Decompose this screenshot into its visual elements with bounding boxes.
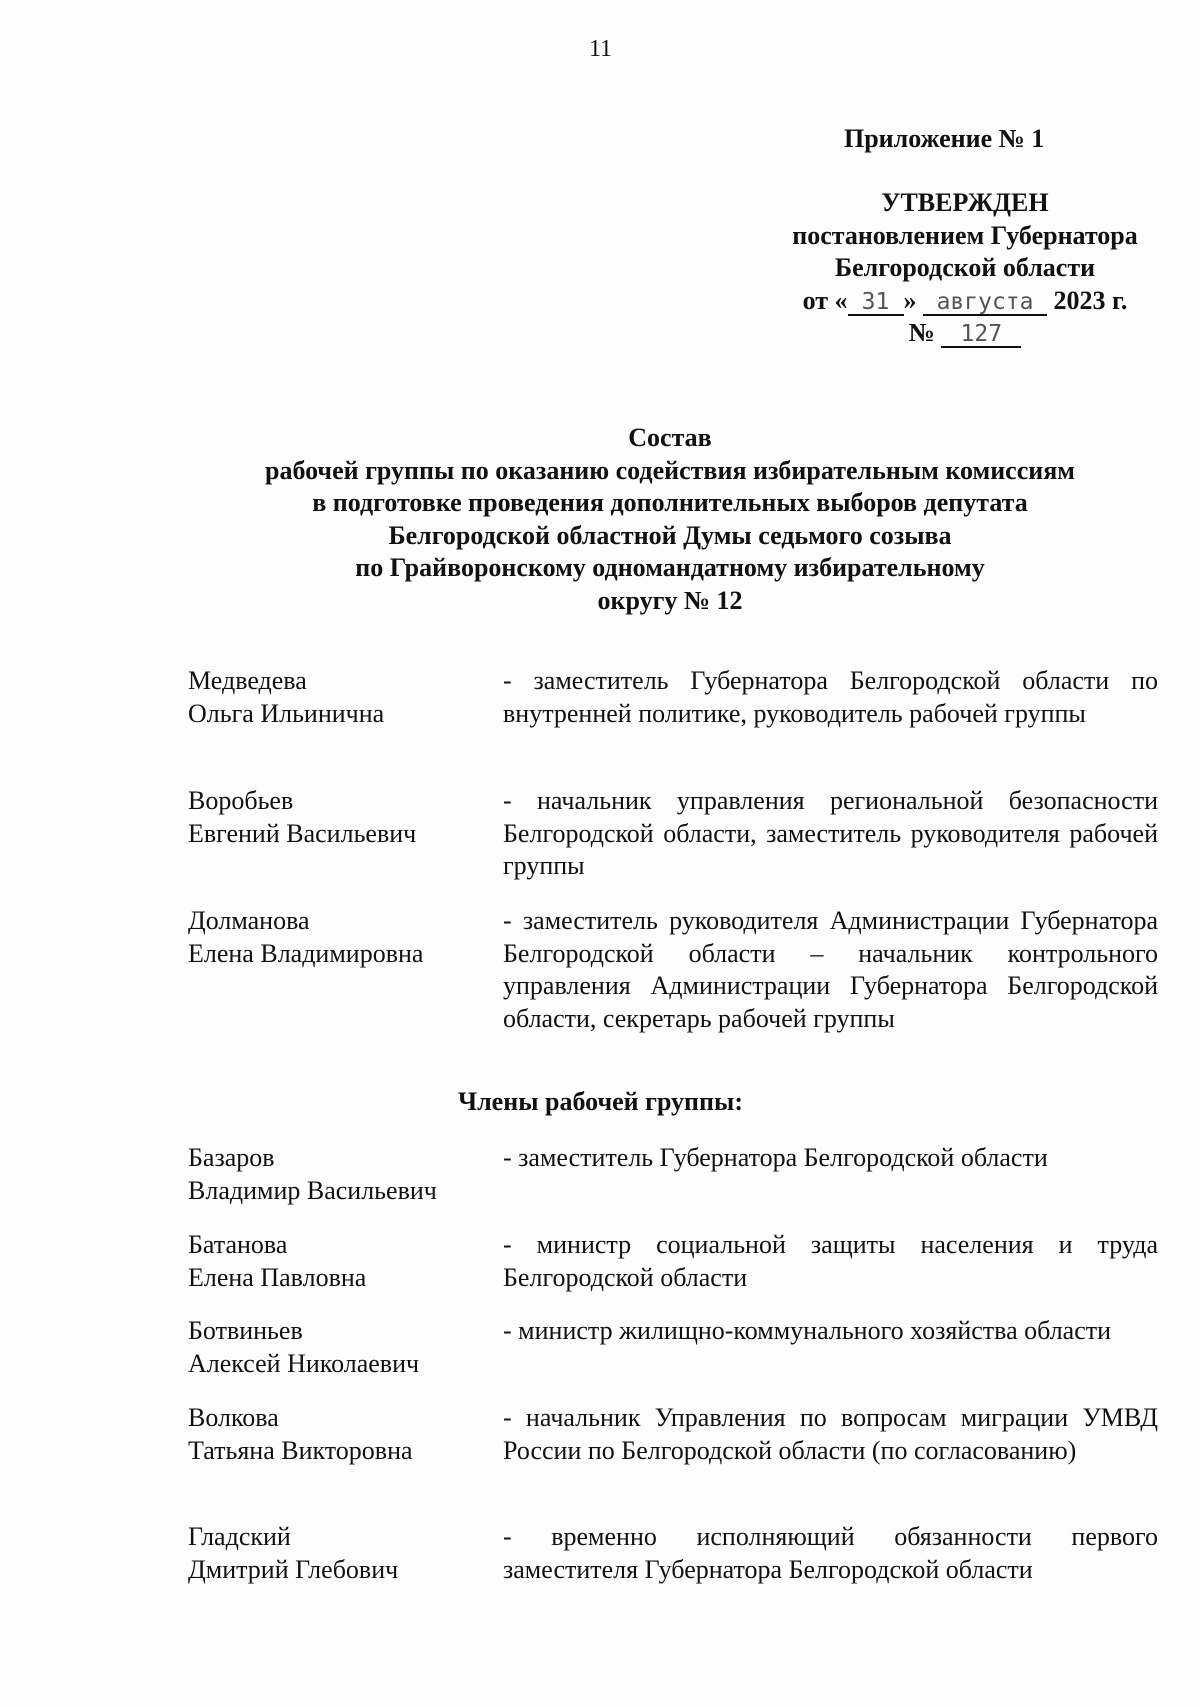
- person-name: [188, 1142, 488, 1207]
- approval-date: [760, 285, 1170, 318]
- document-title: [150, 422, 1190, 617]
- date-month: августа: [923, 290, 1047, 316]
- number-value: 127: [941, 322, 1021, 348]
- person-given-names: Елена Владимировна: [188, 938, 424, 968]
- title-line-1: Состав: [628, 423, 712, 452]
- person-surname: Воробьев: [188, 786, 294, 815]
- person-role: - заместитель Губернатора Белгородской области по внутренней политике, руководитель рабочей группы: [503, 666, 1158, 728]
- approved-by-line-2: Белгородской области: [834, 253, 1096, 282]
- title-line-4: Белгородской областной Думы седьмого созыва: [388, 520, 952, 550]
- approval-number: [760, 317, 1170, 350]
- person-role: - начальник управления региональной безопасности Белгородской области, заместитель руководителя рабочей группы: [503, 786, 1158, 880]
- person-given-names: Елена Павловна: [188, 1262, 367, 1292]
- person-given-names: Евгений Васильевич: [188, 818, 417, 848]
- person-name: [188, 1402, 488, 1467]
- title-line-6: округу № 12: [597, 585, 743, 615]
- date-prefix: от «: [802, 285, 848, 315]
- person-role: - министр жилищно-коммунального хозяйства области: [503, 1316, 1112, 1345]
- number-prefix: №: [908, 318, 935, 347]
- person-role: - министр социальной защиты населения и труда Белгородской области: [503, 1230, 1158, 1292]
- page-number: 11: [588, 36, 613, 62]
- person-surname: Гладский: [188, 1522, 291, 1551]
- person-surname: Базаров: [188, 1143, 275, 1172]
- approved-by-line-1: постановлением Губернатора: [792, 220, 1138, 250]
- person-name: [188, 1229, 488, 1294]
- person-given-names: Алексей Николаевич: [188, 1348, 420, 1378]
- person-name: [188, 785, 488, 850]
- members-heading: Члены рабочей группы:: [458, 1087, 743, 1116]
- person-surname: Долманова: [188, 906, 310, 935]
- date-mid: »: [903, 285, 917, 315]
- person-given-names: Владимир Васильевич: [188, 1175, 437, 1205]
- person-given-names: Ольга Ильинична: [188, 698, 385, 728]
- appendix-label: Приложение № 1: [844, 124, 1045, 153]
- person-given-names: Татьяна Викторовна: [188, 1435, 413, 1465]
- person-surname: Волкова: [188, 1403, 279, 1432]
- person-given-names: Дмитрий Глебович: [188, 1554, 399, 1584]
- person-surname: Ботвиньев: [188, 1316, 303, 1345]
- date-year: 2023 г.: [1053, 285, 1128, 315]
- person-surname: Медведева: [188, 666, 307, 695]
- person-name: [188, 665, 488, 730]
- date-day: 31: [848, 290, 904, 316]
- approved-heading: УТВЕРЖДЕН: [881, 188, 1049, 217]
- person-surname: Батанова: [188, 1230, 288, 1259]
- person-role: - заместитель Губернатора Белгородской области: [503, 1143, 1048, 1172]
- title-line-3: в подготовке проведения дополнительных выборов депутата: [312, 488, 1028, 517]
- title-line-2: рабочей группы по оказанию содействия избирательным комиссиям: [264, 455, 1076, 485]
- person-role: - заместитель руководителя Администрации Губернатора Белгородской области – начальник контрольного управления Администрации Губернатора Белгородской области, секретарь рабочей группы: [503, 906, 1158, 1033]
- person-name: [188, 1315, 488, 1380]
- person-role: - начальник Управления по вопросам миграции УМВД России по Белгородской области (по согласованию): [503, 1403, 1158, 1465]
- person-name: [188, 905, 488, 970]
- person-name: [188, 1521, 488, 1586]
- title-line-5: по Грайворонскому одномандатному избирательному: [355, 553, 985, 582]
- approval-block: [760, 187, 1170, 350]
- person-role: - временно исполняющий обязанности первого заместителя Губернатора Белгородской области: [503, 1522, 1158, 1584]
